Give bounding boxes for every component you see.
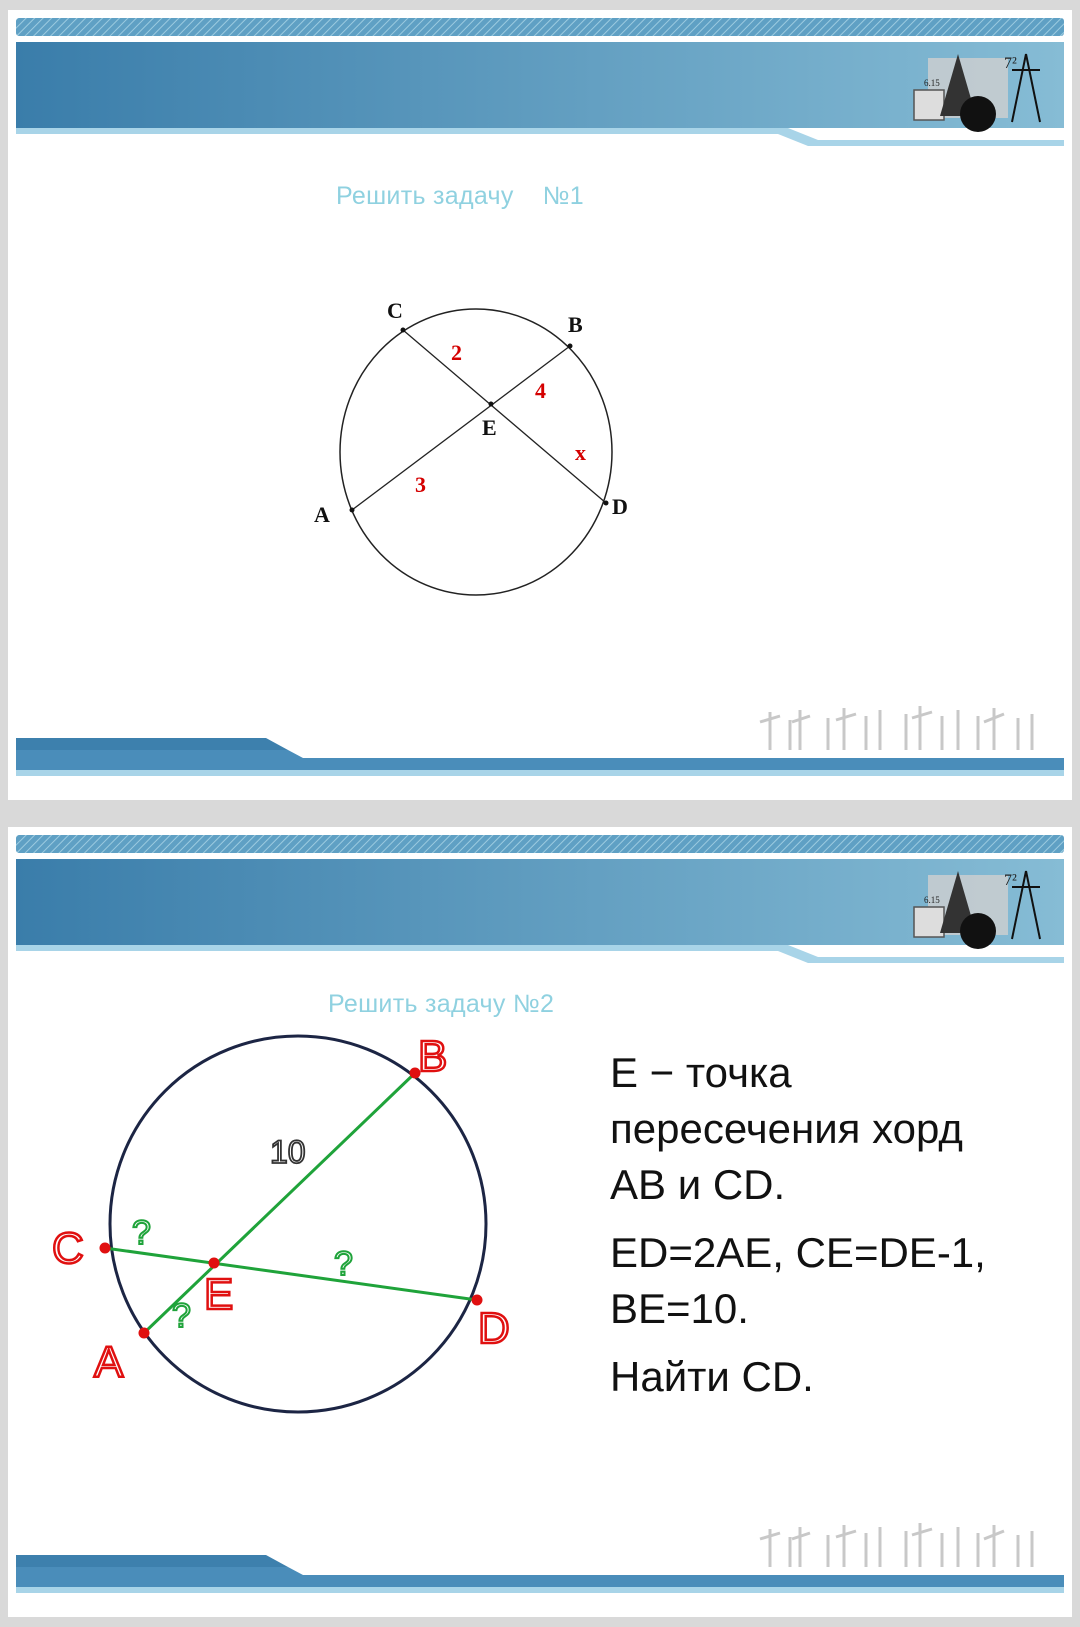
point-c: [401, 328, 406, 333]
chord-cd: [105, 1248, 477, 1300]
slide-1-title: Решить задачу №1: [336, 182, 584, 210]
footer-plants-decoration: [760, 1523, 1032, 1567]
problem-line: AB и CD.: [610, 1161, 786, 1208]
label-d: D: [478, 1304, 510, 1353]
slide-1-graphics: [8, 10, 1072, 800]
label-a: A: [94, 1338, 124, 1387]
point-b: [568, 344, 573, 349]
point-c: [100, 1243, 111, 1254]
logo-number: 6.15: [924, 78, 940, 88]
chord-diagram-1: [340, 309, 612, 595]
segment-ce-length: ?: [132, 1214, 151, 1252]
logo-number: 6.15: [924, 895, 940, 905]
slide-1: [8, 10, 1072, 800]
segment-ed-length: ?: [334, 1245, 353, 1283]
label-c: C: [52, 1224, 84, 1273]
label-b: B: [418, 1032, 448, 1081]
problem-line: E − точка: [610, 1049, 792, 1096]
segment-ed-length: x: [575, 440, 586, 465]
label-d: D: [612, 494, 628, 519]
chord-ab: [144, 1073, 415, 1333]
logo-power: 7²: [1004, 872, 1017, 889]
logo-power: 7²: [1004, 55, 1017, 72]
point-a: [139, 1328, 150, 1339]
problem-paragraph-2: [610, 1225, 1060, 1337]
point-e: [489, 402, 494, 407]
header-banner: [16, 18, 1064, 146]
label-e: E: [482, 415, 497, 440]
label-b: B: [568, 312, 583, 337]
problem-line: ED=2AE, CE=DE-1,: [610, 1229, 986, 1276]
segment-ae-length: ?: [172, 1297, 191, 1335]
chord-ab: [352, 346, 570, 510]
problem-statement: [610, 1045, 1060, 1417]
segment-be-length: 10: [270, 1134, 306, 1170]
chord-cd: [403, 330, 606, 503]
segment-eb-length: 4: [535, 378, 546, 403]
label-a: A: [314, 502, 330, 527]
chord-diagram-2: [100, 1036, 487, 1412]
header-banner: [16, 835, 1064, 963]
circle: [340, 309, 612, 595]
point-a: [350, 508, 355, 513]
circle: [110, 1036, 486, 1412]
problem-line: пересечения хорд: [610, 1105, 963, 1152]
problem-line: BE=10.: [610, 1285, 749, 1332]
label-e: E: [204, 1270, 234, 1319]
label-c: C: [387, 298, 403, 323]
point-d: [604, 501, 609, 506]
segment-ae-length: 3: [415, 472, 426, 497]
footer-plants-decoration: [760, 706, 1032, 750]
slide-2: [8, 827, 1072, 1617]
point-e: [209, 1258, 220, 1269]
problem-paragraph-1: [610, 1045, 1060, 1213]
segment-ce-length: 2: [451, 340, 462, 365]
problem-question: Найти CD.: [610, 1353, 814, 1400]
problem-paragraph-3: [610, 1349, 1060, 1405]
slide-2-title: Решить задачу №2: [328, 990, 555, 1018]
